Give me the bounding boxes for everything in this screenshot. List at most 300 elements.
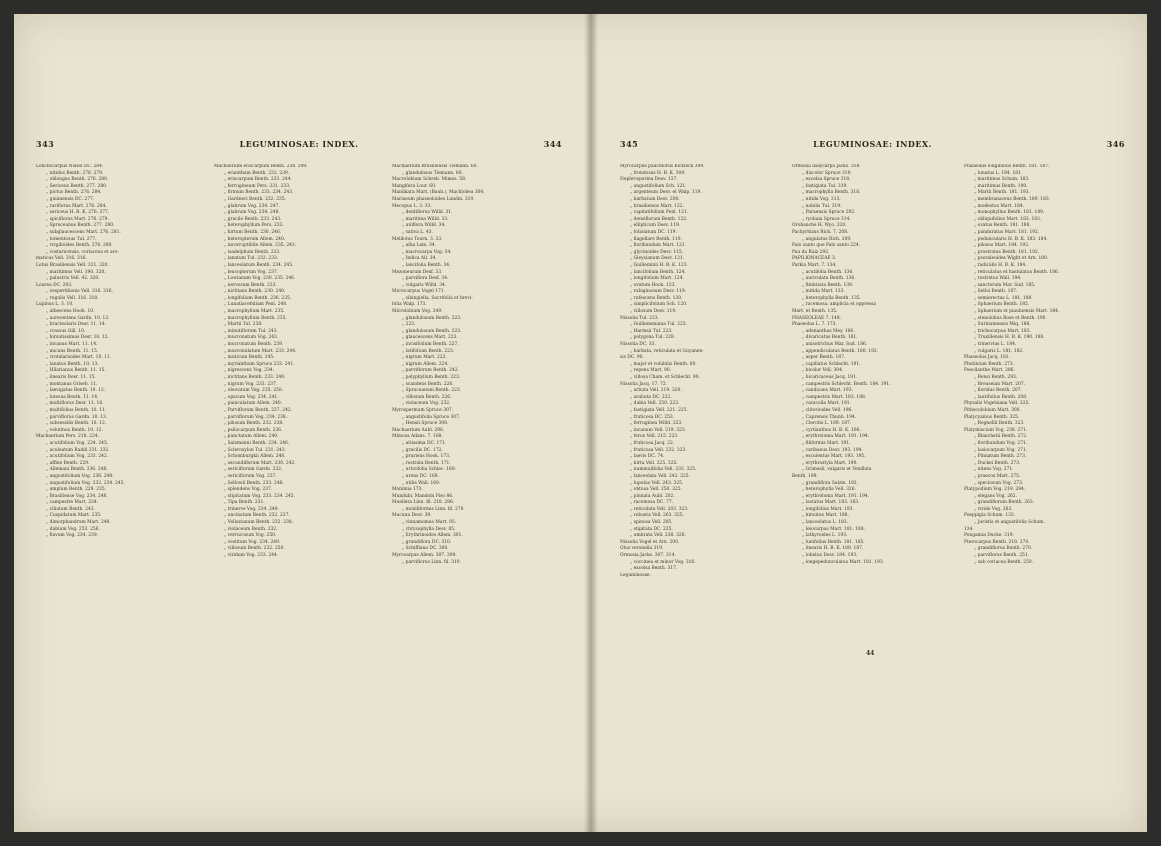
- index-entry: „ maritimus Schum. 183.: [974, 177, 1030, 183]
- index-entry: „ anisotrichus Mar. Sud. 186.: [802, 342, 868, 348]
- index-entry: Leguminosae.: [620, 572, 652, 578]
- index-entry: „ Truxillensis H. B. K. 190. 188.: [974, 335, 1045, 341]
- index-entry: „ arbuta Vell. 219. 320.: [630, 388, 682, 394]
- index-entry: „ obovatum Vog. 235. 250.: [224, 388, 283, 394]
- index-entry: Platycyamus Benth. 325.: [964, 414, 1020, 420]
- index-entry: „ alba Lam. 34.: [402, 243, 436, 249]
- index-entry: „ eriocarpum Benth. 233. 244.: [224, 177, 292, 183]
- index-entry: „ lunatus L. 184. 181.: [974, 170, 1023, 176]
- index-entry: „ hirsutissimus Desr. 10. 12.: [46, 335, 109, 341]
- index-entry: „ psilocarpum Benth. 236.: [224, 427, 283, 433]
- index-entry: „ violaceum Benth. 232.: [224, 526, 278, 532]
- index-entry: „ grandiflorus Benth. 270.: [974, 546, 1033, 552]
- index-entry: „ subglaucescens Mart. 276. 281.: [46, 229, 121, 235]
- index-entry: Myrospermum Spruce 307.: [392, 407, 454, 413]
- index-entry: Ormosia Jacks. 307. 314.: [620, 553, 676, 559]
- index-entry: „ macrophyllum Benth. 235.: [224, 315, 287, 321]
- index-entry: „ Guilleminii H. B. K. 123.: [630, 262, 688, 268]
- running-title: LEGUMINOSAE: INDEX.: [239, 139, 359, 149]
- index-entry: „ flagellare Benth. 119.: [630, 236, 682, 242]
- index-entry: Macrolobium Schreb. Mimos. 58.: [392, 177, 467, 183]
- index-entry: „ lanatum Tul. 232. 233.: [224, 256, 279, 262]
- index-entry: „ heterophyllum Pers. 233.: [224, 223, 284, 229]
- index-entry: „ villosum Benth. 226.: [402, 394, 452, 400]
- running-title: LEGUMINOSAE: INDEX.: [813, 139, 932, 149]
- index-entry: „ laevis DC. 74.: [630, 454, 665, 460]
- index-entry: „ angustifolium Vog. 232. 234. 245.: [46, 480, 125, 486]
- index-entry: „ Gardneri Benth. 232. 235.: [224, 196, 287, 202]
- index-entry: „ mucronulatum Mart. 233. 244.: [224, 348, 297, 354]
- index-entry: „ hirsutus Mart. 188.: [802, 513, 849, 519]
- index-entry: „ Lowianum Vog. 230. 235. 246.: [224, 276, 296, 282]
- index-entry: „ fruticosa DC. 253.: [630, 414, 675, 420]
- index-entry: „ polyphyllum Benth. 223.: [402, 375, 461, 380]
- index-entry: Olus veronella 319.: [620, 546, 664, 552]
- index-entry: „ subsessilis Benth. 10. 12.: [46, 421, 107, 427]
- index-entry: „ altissima DC. 171.: [402, 440, 447, 446]
- index-entry: sis DC. 90.: [620, 355, 644, 361]
- book-spread: [14, 14, 1147, 832]
- index-entry: „ Brasiliense Vog. 234. 248.: [46, 493, 108, 499]
- index-entry: „ montanus Griseb. 11.: [46, 381, 98, 387]
- index-entry: „ angulatus Rich. 209.: [802, 236, 852, 242]
- book-gutter: [584, 14, 598, 832]
- index-entry: „ grandiflorum Benth. 263.: [974, 500, 1035, 506]
- index-entry: „ esculentus Mart. 193. 195.: [802, 454, 866, 460]
- index-entry: „ aculeatum Raddi 231. 232.: [46, 447, 110, 453]
- index-entry: „ glandulosum Benth. 223.: [402, 328, 462, 334]
- index-entry: „ Hilarianus Benth. 11. 15.: [46, 368, 106, 374]
- index-columns: [36, 164, 566, 684]
- index-entry: „ campestris Mart. 183. 188.: [802, 394, 867, 400]
- index-entry: „ stenolobus Rose et Benth. 190.: [974, 315, 1047, 321]
- index-entry: „ caribaeus Desv. 193. 194.: [802, 447, 863, 453]
- index-entry: „ excelsa Benth. 317.: [630, 566, 678, 572]
- index-entry: „ micans Benth. 11. 15.: [46, 348, 99, 354]
- index-entry: „ Erythrinoides Allem. 301.: [402, 533, 463, 539]
- index-entry: Muellera Linn. fil. 218. 296.: [392, 500, 455, 506]
- index-entry: „ ferruginea Willd. 223.: [630, 421, 683, 427]
- index-entry: „ ovatum Hook. 123.: [630, 282, 676, 288]
- index-entry: Platymiscium Vog. 238. 271.: [964, 427, 1028, 433]
- index-entry: „ linearis Desr. 11. 15.: [46, 375, 96, 380]
- index-entry: „ incanus Mart. 11. 14.: [46, 342, 98, 348]
- index-entry: Lupinus L. 3. 10.: [36, 302, 74, 308]
- index-entry: „ trichocarpus Mart. 183.: [974, 328, 1031, 334]
- index-entry: „ oblongus Benth. 276. 280.: [46, 177, 109, 183]
- index-entry: „ hirtum Benth. 230. 246.: [224, 229, 282, 235]
- index-entry: PHASEOLEAE 7. 148.: [792, 315, 842, 321]
- index-entry: „ major et volubilis Benth. 80.: [630, 361, 697, 367]
- index-entry: „ discolor Spruce 319.: [802, 170, 852, 176]
- index-entry: „ sericiflorum Vog. 237.: [224, 473, 277, 479]
- index-entry: „ Parviflorum Benth. 237. 242.: [224, 407, 293, 413]
- index-entry: Nissolia Tul. 223.: [620, 315, 659, 321]
- index-entry: „ erianthum Benth. 232. 239.: [224, 170, 290, 176]
- index-entry: „ ciliatum Benth. 243.: [46, 506, 95, 512]
- index-entry: „ Vellozianum Benth. 232. 238.: [224, 520, 294, 526]
- index-entry: Mangifera Lour. 60.: [392, 183, 437, 189]
- index-entry: „ bicolor Vell. 304.: [802, 368, 844, 374]
- index-entry: „ cyrtianthus H. B. K. 186.: [802, 427, 861, 433]
- index-entry: „ robusta Vell. 263. 325.: [630, 513, 684, 519]
- index-entry: „ stipitatum Vog. 233. 234. 245.: [224, 493, 295, 499]
- index-entry: „ prostratus Benth. 181. 192.: [974, 249, 1040, 255]
- index-entry: „ asper Benth. 187.: [802, 355, 846, 361]
- index-entry: „ isadelphum Benth. 233.: [224, 249, 281, 255]
- index-entry: „ grandiflora DC. 310.: [402, 539, 452, 545]
- index-entry: „ acutifolium Vog. 234. 245.: [46, 440, 109, 446]
- right-page-header: [598, 139, 1147, 153]
- index-entry: „ urticifolia Schlec. 169.: [402, 467, 457, 473]
- index-entry: „ longifolius Mart. 193.: [802, 506, 854, 512]
- index-entry: „ radicalis H. B. K. 184.: [974, 262, 1027, 268]
- index-entry: „ rariflorus Mart. 276. 284.: [46, 203, 107, 209]
- index-entry: „ filiformis Mart. 191.: [802, 440, 851, 446]
- index-entry: maticus Vell. 316. 316.: [36, 256, 87, 262]
- index-entry: „ chrysophylla Desv. 85.: [402, 526, 456, 532]
- index-entry: „ Duckei Benth. 273.: [974, 460, 1021, 466]
- index-entry: „ argenteum Desv. et Walp. 119.: [630, 190, 702, 196]
- index-entry: „ parviflorus Benth. 251.: [974, 553, 1030, 559]
- index-entry: „ affine Benth. 229.: [46, 460, 90, 466]
- index-entry: „ Breuseian Mart. 207.: [974, 381, 1026, 387]
- index-entry: „ flavum Vog. 234. 239.: [46, 533, 99, 539]
- index-entry: „ clitorioides Vell. 196.: [802, 407, 853, 413]
- index-entry: „ gracile Benth. 233. 243.: [224, 216, 282, 222]
- index-entry: „ floribundum Mart. 121.: [630, 243, 686, 249]
- index-entry: „ leucopterum Vog. 237.: [224, 269, 279, 275]
- index-entry: Pongamia Ducke. 319.: [964, 533, 1014, 539]
- index-entry: „ aureonitens Gardn. 10. 12.: [46, 315, 110, 321]
- index-entry: „ lanceolatum Benth. 234. 245.: [224, 262, 294, 268]
- index-entry: „ Sphaerium Benth. 185.: [974, 302, 1030, 308]
- index-entry: „ obtusa Vell. 250. 325.: [630, 487, 682, 493]
- index-entry: „ maritima Willd. 33.: [402, 216, 449, 222]
- index-entry: „ erythroloma Mart. 191. 194.: [802, 434, 870, 440]
- index-entry: „ Blanchetii Benth. 272.: [974, 434, 1028, 440]
- index-entry: „ Sphaerium et piauhiensis Mart. 184.: [974, 309, 1060, 315]
- index-entry: Manilkara Mart. (Bauh.), Machlobea 300.: [392, 190, 485, 196]
- index-entry: „ rostrata Benth. 171.: [402, 460, 451, 466]
- index-entry: „ appendiculatus Benth. 180. 192.: [802, 348, 879, 354]
- index-entry: „ amplum Benth. 229. 235.: [46, 487, 107, 493]
- index-entry: Phaseolus Jacq. 181.: [964, 355, 1010, 361]
- index-entry: „ ovatus Benth. 181. 188.: [974, 223, 1031, 229]
- index-entry: „ heterophylla Benth. 135.: [802, 295, 861, 301]
- index-entry: Pithecolobium Mart. 300.: [964, 407, 1021, 413]
- index-entry: „ bracteolaris Desr. 11. 14.: [46, 322, 106, 328]
- page-number: 343: [36, 139, 55, 149]
- index-entry: „ Indica All. 34.: [402, 256, 437, 262]
- index-entry: „ acutifolia Benth. 136.: [802, 269, 854, 275]
- index-entry: „ albescens Hook. 10.: [46, 309, 95, 315]
- index-columns: [620, 164, 1129, 684]
- index-entry: „ fastigiata Vell. 221. 225.: [630, 407, 688, 413]
- index-entry: „ macrocarpa Vog. 34.: [402, 249, 452, 255]
- index-entry: Lourea DC. 293.: [36, 282, 73, 288]
- index-entry: „ lasiocarpum Vog. 271.: [974, 447, 1028, 453]
- index-entry: „ lanceolatus L. 183.: [802, 520, 848, 526]
- index-entry: „ adenanthus Mey. 186.: [802, 328, 855, 334]
- index-entry: „ caracolla Mart. 191.: [802, 401, 851, 407]
- index-entry: „ fruticosa Vell. 232. 323.: [630, 447, 687, 453]
- index-entry: „ Gleysianum Desv. 121.: [630, 256, 685, 262]
- index-entry: „ villosa Cham. et Schlecht. 90.: [630, 375, 700, 380]
- index-entry: „ 223.: [402, 322, 416, 328]
- index-entry: „ verrucosum Vog. 250.: [224, 533, 277, 539]
- index-entry: „ floribundum Vog. 271.: [974, 440, 1028, 446]
- page-number: 346: [1106, 139, 1125, 149]
- index-entry: „ foliolatum DC. 119.: [630, 229, 677, 235]
- index-entry: „ macrophyllum Mart. 235.: [224, 309, 285, 315]
- index-entry: „ spinosa Vell. 205.: [630, 520, 673, 526]
- index-entry: „ moniliformis Linn. fil. 270.: [402, 506, 465, 512]
- page-number: 344: [543, 139, 562, 149]
- index-entry: Pterocarpus Benth. 218. 270.: [964, 539, 1030, 545]
- index-entry: Mundubi, Mandobi Piso 86.: [392, 493, 454, 499]
- index-entry: „ polygona Tul. 228.: [630, 335, 676, 341]
- index-entry: Myrocarpus Allem. 307. 309.: [392, 553, 457, 559]
- index-entry: Myrocarpus pauciflorus Klotzsch 309.: [620, 164, 705, 169]
- index-entry: „ Harmsii Tul. 223.: [630, 328, 673, 334]
- index-entry: „ repens Mart. 90.: [630, 368, 672, 374]
- index-entry: „ erythrostyla Mart. 190.: [802, 460, 858, 466]
- index-column: [792, 164, 968, 566]
- index-entry: Nephrosperma Desv. 137.: [620, 177, 678, 183]
- index-entry: „ velutinus Benth. 10. 12.: [46, 427, 103, 433]
- index-entry: „ nitens Vog. 271.: [974, 467, 1014, 473]
- index-entry: „ longepedunculatus Mart. 181. 193.: [802, 559, 885, 565]
- index-entry: „ nitidus Benth. 276. 279.: [46, 170, 104, 176]
- index-entry: „ capillatus Schlecht. 191.: [802, 361, 861, 367]
- index-entry: „ muticum Benth. 245.: [224, 355, 275, 361]
- index-column: [964, 164, 1140, 566]
- index-entry: „ sativa L. 43.: [402, 229, 433, 235]
- index-entry: „ stipitata DC. 235.: [630, 526, 673, 532]
- index-entry: „ costaricensis, coriaceus et aro-: [46, 249, 119, 255]
- page-number: 345: [620, 139, 639, 149]
- index-entry: Nissolia Vogel et Arn. 200.: [620, 539, 680, 545]
- index-entry: „ Sellowii Benth. 233. 248.: [224, 480, 284, 486]
- index-entry: „ lancifolium Benth. 124.: [630, 269, 686, 275]
- right-page: [598, 14, 1147, 832]
- index-entry: Phaseolus L. 7. 173.: [792, 322, 837, 328]
- index-entry: „ Schiffiana DC. 300.: [402, 546, 449, 552]
- index-entry: „ heteropterum Allem. 240.: [224, 236, 286, 242]
- index-entry: „ tomentosus Tul. 277.: [46, 236, 97, 242]
- index-entry: „ uncinatum Benth. 232. 237.: [224, 513, 290, 519]
- index-entry: „ erythroloma Mart. 191. 194.: [802, 493, 870, 499]
- index-entry: „ linearis H. B. K. 189. 187.: [802, 546, 864, 552]
- index-entry: „ Allemani Benth. 236. 248.: [46, 467, 108, 473]
- index-entry: Parkia Mart. 7. 134.: [792, 262, 837, 268]
- index-entry: „ violaceum Vog. 232.: [402, 401, 451, 407]
- index-entry: Nissolia DC. 33.: [620, 342, 656, 348]
- index-entry: „ nictitans Benth. 233. 249.: [224, 375, 286, 380]
- index-entry: Nissolia Jacq. 17. 72.: [620, 381, 668, 387]
- index-entry: „ ferrugineum Pers. 231. 233.: [224, 183, 291, 189]
- index-entry: „ barbata, reticulata et Guyanen-: [630, 348, 704, 354]
- index-entry: „ trinerve Vog. 234. 249.: [224, 506, 279, 512]
- index-entry: „ Martii Benth. 181. 193.: [974, 190, 1030, 196]
- index-entry: „ multifolius Benth. 10. 11.: [46, 407, 107, 413]
- index-entry: „ latifolium Benth. 223.: [402, 348, 455, 354]
- index-entry: „ campestre Mart. 234.: [46, 500, 98, 506]
- index-entry: Pachyrhizus Rich. 7. 208.: [792, 229, 849, 235]
- index-entry: „ villosum Desv. 119.: [630, 309, 677, 315]
- index-entry: „ lutosus Benth. 11. 14.: [46, 394, 99, 400]
- index-entry: „ nictitans Benth. 230. 240.: [224, 289, 286, 295]
- index-entry: „ viride Vog. 263.: [974, 506, 1013, 512]
- index-entry: Benth. 189.: [792, 473, 818, 479]
- index-entry: „ Clerotis L. 189. 187.: [802, 421, 852, 427]
- index-entry: „ sanctorum Mar. Sud. 185.: [974, 282, 1036, 288]
- index-entry: Pau da Raiz 292.: [792, 249, 830, 255]
- index-entry: „ pinnata Aubl. 202.: [630, 493, 675, 499]
- index-entry: „ pruriens Hook. 173.: [402, 454, 451, 460]
- index-entry: „ angustifolium Sch. 121.: [630, 183, 687, 189]
- index-entry: „ fimbriata Benth. 138.: [802, 282, 854, 288]
- index-entry: „ splendens Vog. 237.: [224, 487, 273, 493]
- index-entry: Ormosia dasycarpa Jacks. 318.: [792, 164, 861, 169]
- index-entry: Microlobium Vog. 249.: [392, 309, 443, 315]
- index-entry: folia Walp. 173.: [392, 302, 427, 308]
- index-entry: „ Grimesii, vulgaris et Vexillata: [802, 467, 872, 473]
- index-entry: „ umbrata Vell. 238. 326.: [630, 533, 686, 539]
- index-entry: „ campestris Schlecht. Benth. 184. 191.: [802, 381, 891, 387]
- index-entry: „ gracilis DC. 172.: [402, 447, 443, 453]
- index-entry: „ parviflorus Linn. fil. 310.: [402, 559, 461, 565]
- index-entry: „ laevigatus Benth. 10. 12.: [46, 388, 106, 394]
- index-entry: „ lanatus Benth. 10. 13.: [46, 361, 99, 367]
- index-entry: „ Scleroxylon Tul. 231. 243.: [224, 447, 287, 453]
- index-entry: „ opacum Vog. 234. 241.: [224, 394, 279, 400]
- index-entry: „ dubium Vog. 253. 256.: [46, 526, 100, 532]
- index-entry: „ lathyroides L. 193.: [802, 533, 848, 539]
- index-entry: Orobanche H. Wyo. 320.: [792, 223, 847, 229]
- index-entry: „ trinervius L. 184.: [974, 342, 1017, 348]
- index-entry: „ Spruceanum Benth. 223.: [402, 388, 462, 394]
- index-entry: „ rubiginosum Desv. 119.: [630, 289, 687, 295]
- index-entry: „ reticulata Vell. 203. 323.: [630, 506, 689, 512]
- index-entry: Mariaeum phaseoloides Lundm. 319.: [392, 196, 475, 202]
- index-entry: „ Regnellii Benth. 323.: [974, 421, 1025, 427]
- index-entry: „ floridus Benth. 207.: [974, 388, 1022, 394]
- index-entry: „ ellipticum Desv. 119.: [630, 223, 681, 229]
- index-entry: „ Schomburgkii Allem. 248.: [224, 454, 286, 460]
- index-entry: „ laurifolius Benth. 208.: [974, 394, 1028, 400]
- index-entry: „ nervosum Benth. 233.: [224, 282, 277, 288]
- index-entry: „ incorruptibile Allem. 235. 243.: [224, 243, 297, 249]
- index-entry: „ densiflorum Benth. 122.: [630, 216, 688, 222]
- index-entry: „ Cuspidatum Mart. 235.: [46, 513, 102, 519]
- index-entry: „ Martii Tul. 238.: [224, 322, 263, 328]
- index-entry: „ maritimus Benth. 190.: [974, 183, 1028, 189]
- index-entry: Mimosa Adans. 7. 168.: [392, 434, 443, 440]
- index-entry: „ obliquifolius Mart. 183. 183.: [974, 216, 1042, 222]
- index-entry: Machaerium Aubl. 296.: [392, 427, 445, 433]
- index-entry: „ bicaricaceus Jacq. 191.: [802, 375, 858, 380]
- index-entry: „ mitida Mart. 133.: [802, 289, 845, 295]
- index-entry: „ divaricatus Benth. 181.: [802, 335, 858, 341]
- index-entry: „ cinnamomea Mart. 85.: [402, 520, 457, 526]
- index-entry: „ racemosa DC. 77.: [630, 500, 674, 506]
- index-entry: „ dimorphandrum Mart. 248.: [46, 520, 111, 526]
- index-entry: Machaerium Pers. 218. 224.: [36, 434, 99, 440]
- index-entry: „ lunifolius Benth. 181. 185.: [802, 539, 865, 545]
- index-entry: Lotus Brasiliensis Vell. 321. 320.: [36, 262, 109, 268]
- index-entry: Mezoneurum Desf. 33.: [392, 269, 443, 275]
- index-entry: „ crotalarioides Mart. 10. 11.: [46, 355, 112, 361]
- index-column: [36, 164, 212, 540]
- index-entry: „ barbatum Desv. 200.: [630, 196, 680, 202]
- index-entry: „ Pinnatum Benth. 273.: [974, 454, 1027, 460]
- index-entry: „ guianensis DC. 277.: [46, 196, 95, 202]
- index-entry: „ Surinamensis Miq. 188.: [974, 322, 1031, 328]
- index-entry: „ pictus Benth. 276. 284.: [46, 190, 102, 196]
- index-entry: Machaerium Brasiliensis Tiemann. 60.: [392, 164, 478, 169]
- left-page-header: [14, 139, 584, 153]
- index-entry: „ angustifolium Vog. 236. 248.: [46, 473, 114, 479]
- index-entry: „ nigrum Vog. 233. 237.: [224, 381, 278, 387]
- index-entry: „ nigrum Mart. 223.: [402, 355, 447, 361]
- index-entry: „ elegans Vog. 262.: [974, 493, 1017, 499]
- index-entry: „ semierectus L. 181. 188.: [974, 295, 1033, 301]
- index-column: [392, 164, 568, 566]
- index-entry: „ parviflorum Vog. 234. 238.: [224, 414, 288, 420]
- index-entry: „ lupulus Vell. 243. 325.: [630, 480, 684, 486]
- index-entry: „ nigrum Allem. 224.: [402, 361, 449, 367]
- index-entry: „ praecox Mart. 275.: [974, 473, 1021, 479]
- index-entry: „ angustifolia Spruce 307.: [402, 414, 461, 420]
- index-entry: Mucuna Desv. 39.: [392, 513, 432, 519]
- index-entry: „ glaucescens Mart. 223.: [402, 335, 458, 341]
- index-entry: Platypodium Vog. 219. 284.: [964, 487, 1026, 493]
- index-entry: „ crassus Gill. 10.: [46, 328, 86, 334]
- index-entry: Poecilanthe Mart. 286.: [964, 368, 1015, 374]
- index-entry: „ glabrum Vog. 234. 247.: [224, 203, 280, 209]
- index-entry: „ vulgaris L. 181. 182.: [974, 348, 1024, 354]
- index-entry: Photinium Benth. 273.: [964, 361, 1015, 367]
- index-entry: „ Caprensis Thunb. 194.: [802, 414, 857, 420]
- index-entry: „ monophyllus Benth. 181. 189.: [974, 210, 1045, 216]
- index-entry: „ punctatum Allem. 240.: [224, 434, 279, 440]
- index-entry: „ urens DC. 169.: [402, 473, 439, 479]
- index-entry: „ glandulosus Tiemann. 60.: [402, 170, 463, 176]
- index-entry: Melilotus Tourn. 3. 33.: [392, 236, 443, 242]
- index-entry: „ fruticosa Jacq. 22.: [630, 440, 675, 446]
- index-entry: „ vespertilionis Vell. 316. 316.: [46, 289, 113, 295]
- index-entry: Palo santo que Palo santo 224.: [792, 243, 861, 249]
- index-entry: „ Selloi Benth. 187.: [974, 289, 1018, 295]
- index-entry: Mecopus L. 3. 33.: [392, 203, 432, 209]
- index-entry: „ lanceolata Vell. 242. 325.: [630, 473, 690, 479]
- index-entry: „ Juristis et angustifolia Schum.: [974, 520, 1045, 526]
- index-entry: „ sibingiella, Sacrifolia et brevi-: [402, 295, 473, 301]
- index-entry: Physalis Vogelsiana Vell. 325.: [964, 401, 1030, 407]
- index-entry: „ ferox Vell. 215. 223.: [630, 434, 679, 440]
- index-entry: „ myrianthum Spruce 233. 241.: [224, 361, 295, 367]
- index-entry: „ brasiliensis Mart. 122.: [630, 203, 684, 209]
- index-entry: „ coccinea et minor Vog. 316.: [630, 559, 696, 565]
- index-entry: „ frondosus H. B. K. 309.: [630, 170, 686, 176]
- index-entry: „ vestitum Vog. 234. 249.: [224, 539, 281, 545]
- index-entry: „ longifolium Mart. 124.: [630, 276, 684, 282]
- index-entry: „ rufescens Benth. 130.: [630, 295, 683, 301]
- index-entry: „ leiocarpus Mart. 181. 188.: [802, 526, 865, 532]
- index-entry: Microcarpus Vogel 171.: [392, 289, 445, 295]
